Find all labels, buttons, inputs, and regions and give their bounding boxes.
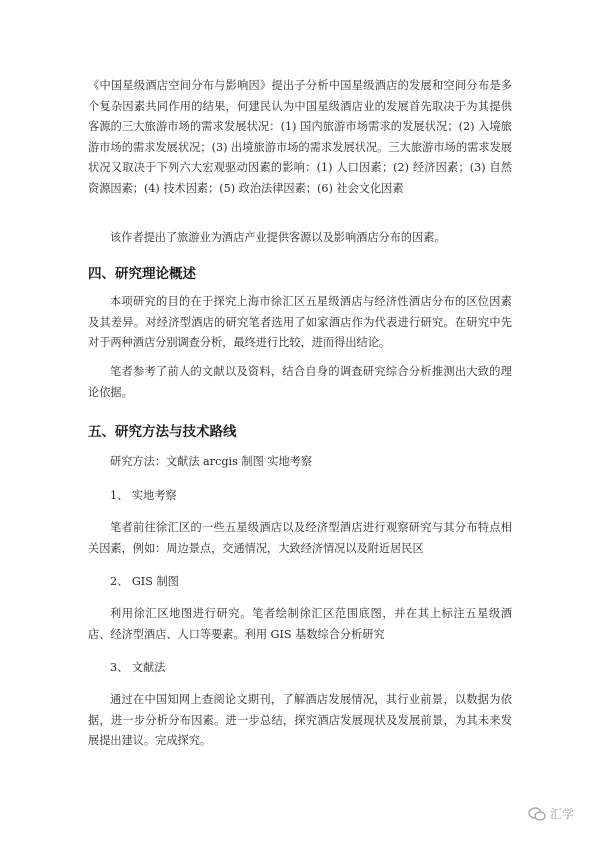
item-3-title: 3、 文献法 [110, 661, 166, 674]
watermark-text: 汇学 [549, 807, 574, 821]
item-2-text: 利用徐汇区地图进行研究。笔者绘制徐汇区范围底图，并在其上标注五星级酒店、经济型酒店、人口等要素。利用 GIS 基数综合分析研究 [88, 607, 512, 641]
paragraph-references: 笔者参考了前人的文献以及资料，结合自身的调查研究综合分析推测出大致的理论依据。 [88, 365, 512, 399]
item-2-title: 2、 GIS 制图 [110, 575, 179, 588]
paragraph-intro: 《中国星级酒店空间分布与影响因》提出子分析中国星级酒店的发展和空间分布是多个复杂因素共同作用的结果，何建民认为中国星级酒店业的发展首先取决于为其提供客源的三大旅游市场的需求发展状况：(1) 国内旅游市场需求的发展状况；(2) 入境旅游市场的需求发展状况；(3) 出境旅游市场的需求发展状况。三大旅游市场的需求发展状况又取决于下列六大宏观驱动因素的影响：(1) 人口因素；(2) 经济因素；(3) 自然资源因素；(4) 技术因素；(5) 政治法律因素；(6) 社会文化因素 [88, 79, 512, 195]
paragraph-research-purpose: 本项研究的目的在于探究上海市徐汇区五星级酒店与经济性酒店分布的区位因素及其差异。对经济型酒店的研究笔者选用了如家酒店作为代表进行研究。在研究中先对于两种酒店分别调查分析，最终进行比较，进而得出结论。 [88, 295, 512, 349]
item-1-title: 1、 实地考察 [110, 489, 177, 502]
item-3-text: 通过在中国知网上查阅论文期刊，了解酒店发展情况，其行业前景，以数据为依据，进一步分析分布因素。进一步总结，探究酒店发展现状及发展前景，为其未来发展提出建议。完成探究。 [88, 693, 512, 747]
item-1-text: 笔者前往徐汇区的一些五星级酒店以及经济型酒店进行观察研究与其分布特点相关因素，例如：周边景点，交通情况，大致经济情况以及附近居民区 [88, 521, 512, 555]
methods-line: 研究方法：文献法 arcgis 制图 实地考察 [110, 455, 313, 468]
heading-section-4: 四、研究理论概述 [88, 266, 196, 282]
watermark [528, 805, 574, 822]
heading-section-5: 五、研究方法与技术路线 [88, 424, 237, 440]
wechat-icon [528, 807, 546, 821]
paragraph-summary: 该作者提出了旅游业为酒店产业提供客源以及影响酒店分布的因素。 [110, 231, 446, 244]
